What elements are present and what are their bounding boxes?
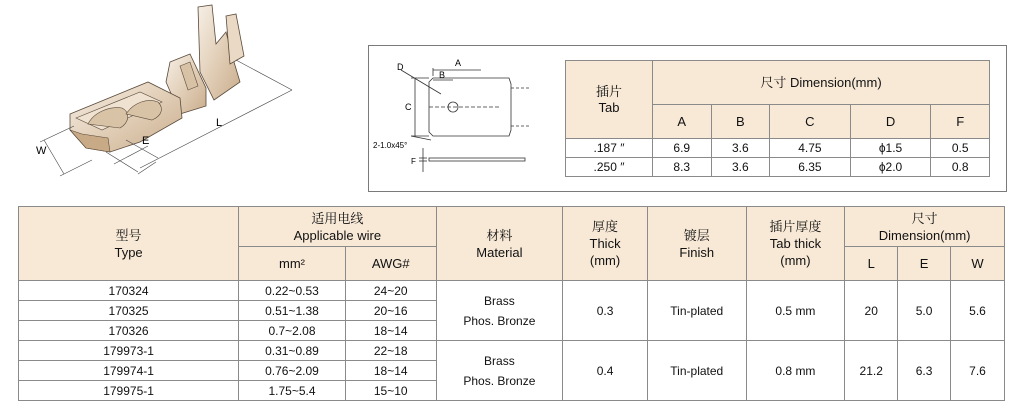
table-row: [566, 158, 990, 177]
L-cell: 20: [845, 281, 898, 341]
header-dim-en: Dimension(mm): [878, 227, 971, 243]
header-type-cn: 型号: [115, 227, 142, 243]
header-finish-en: Finish: [679, 244, 715, 260]
awg-cell: 20~16: [345, 301, 436, 321]
table-row: [19, 281, 1005, 301]
thick-cell: 0.4: [563, 341, 648, 401]
tab-label-C: C: [405, 102, 412, 112]
label-L: L: [216, 117, 223, 129]
dimension-header: 尺寸 Dimension(mm): [653, 61, 990, 105]
material-cell: [436, 281, 563, 341]
header-mm2: mm²: [239, 247, 346, 281]
type-cell: 170324: [19, 281, 239, 301]
dim-C: 4.75: [770, 139, 851, 158]
awg-cell: 24~20: [345, 281, 436, 301]
thick-cell: 0.3: [563, 281, 648, 341]
mm2-cell: 0.31~0.89: [239, 341, 346, 361]
col-C: C: [770, 105, 851, 139]
label-E: E: [142, 135, 150, 147]
tab-drawing: [371, 48, 551, 188]
finish-cell: Tin-plated: [647, 281, 746, 341]
type-cell: 170326: [19, 321, 239, 341]
col-B: B: [711, 105, 770, 139]
dim-D: ϕ2.0: [850, 158, 931, 177]
tab-size: .250 ″: [566, 158, 653, 177]
material-cell: [436, 341, 563, 401]
tab-label-chamfer: 2-1.0x45°: [373, 141, 408, 150]
header-type-en: Type: [114, 244, 143, 260]
header-thick: [563, 207, 648, 281]
col-A: A: [653, 105, 712, 139]
mm2-cell: 1.75~5.4: [239, 381, 346, 401]
L-cell: 21.2: [845, 341, 898, 401]
header-material-en: Material: [476, 244, 523, 260]
table-row: [19, 341, 1005, 361]
header-finish-cn: 镀层: [683, 227, 710, 243]
header-E: E: [898, 247, 951, 281]
tab-thick-cell: 0.8 mm: [746, 341, 845, 401]
header-dimension: [845, 207, 1005, 247]
header-thick-en: Thick: [589, 236, 621, 251]
header-dim-cn: 尺寸: [911, 210, 938, 226]
tab-label-B: B: [439, 70, 446, 80]
tab-header-cn: 插片: [595, 83, 622, 99]
material-line-1: Brass: [484, 293, 515, 308]
awg-cell: 18~14: [345, 321, 436, 341]
W-cell: 5.6: [951, 281, 1005, 341]
header-material-cn: 材料: [486, 227, 513, 243]
label-W: W: [36, 145, 47, 157]
header-material: [436, 207, 563, 281]
mm2-cell: 0.22~0.53: [239, 281, 346, 301]
tab-label-A: A: [455, 58, 462, 68]
header-thick-unit: (mm): [589, 253, 621, 268]
mm2-cell: 0.7~2.08: [239, 321, 346, 341]
awg-cell: 18~14: [345, 361, 436, 381]
header-awg: AWG#: [345, 247, 436, 281]
awg-cell: 22~18: [345, 341, 436, 361]
mm2-cell: 0.76~2.09: [239, 361, 346, 381]
header-L: L: [845, 247, 898, 281]
dim-C: 6.35: [770, 158, 851, 177]
col-F: F: [931, 105, 990, 139]
tab-label-D: D: [397, 62, 404, 72]
header-tab-thick: [746, 207, 845, 281]
tab-spec-table: [565, 60, 990, 177]
tab-thick-cell: 0.5 mm: [746, 281, 845, 341]
awg-cell: 15~10: [345, 381, 436, 401]
tab-header: [566, 61, 653, 139]
E-cell: 6.3: [898, 341, 951, 401]
header-finish: [647, 207, 746, 281]
terminal-drawing: [30, 2, 330, 182]
header-tabthick-unit: (mm): [780, 253, 811, 268]
finish-cell: Tin-plated: [647, 341, 746, 401]
dim-F: 0.8: [931, 158, 990, 177]
type-cell: 179973-1: [19, 341, 239, 361]
dim-D: ϕ1.5: [850, 139, 931, 158]
tab-size: .187 ″: [566, 139, 653, 158]
spec-table: [18, 206, 1005, 401]
material-line-2: Phos. Bronze: [463, 373, 536, 388]
E-cell: 5.0: [898, 281, 951, 341]
tab-label-F: F: [411, 157, 416, 166]
material-line-2: Phos. Bronze: [463, 313, 536, 328]
header-tabthick-cn: 插片厚度: [769, 219, 822, 234]
tab-header-en: Tab: [598, 99, 620, 115]
header-wire-cn: 适用电线: [311, 210, 364, 226]
tab-spec-panel: [368, 45, 1007, 192]
mm2-cell: 0.51~1.38: [239, 301, 346, 321]
type-cell: 179974-1: [19, 361, 239, 381]
header-thick-cn: 厚度: [592, 219, 619, 234]
type-cell: 179975-1: [19, 381, 239, 401]
header-tabthick-en: Tab thick: [769, 236, 822, 251]
header-wire: [239, 207, 436, 247]
type-cell: 170325: [19, 301, 239, 321]
dim-B: 3.6: [711, 158, 770, 177]
header-wire-en: Applicable wire: [293, 227, 382, 243]
dim-F: 0.5: [931, 139, 990, 158]
header-W: W: [951, 247, 1005, 281]
material-line-1: Brass: [484, 353, 515, 368]
col-D: D: [850, 105, 931, 139]
dim-A: 8.3: [653, 158, 712, 177]
dim-A: 6.9: [653, 139, 712, 158]
dim-B: 3.6: [711, 139, 770, 158]
table-row: [566, 139, 990, 158]
W-cell: 7.6: [951, 341, 1005, 401]
header-type: [19, 207, 239, 281]
